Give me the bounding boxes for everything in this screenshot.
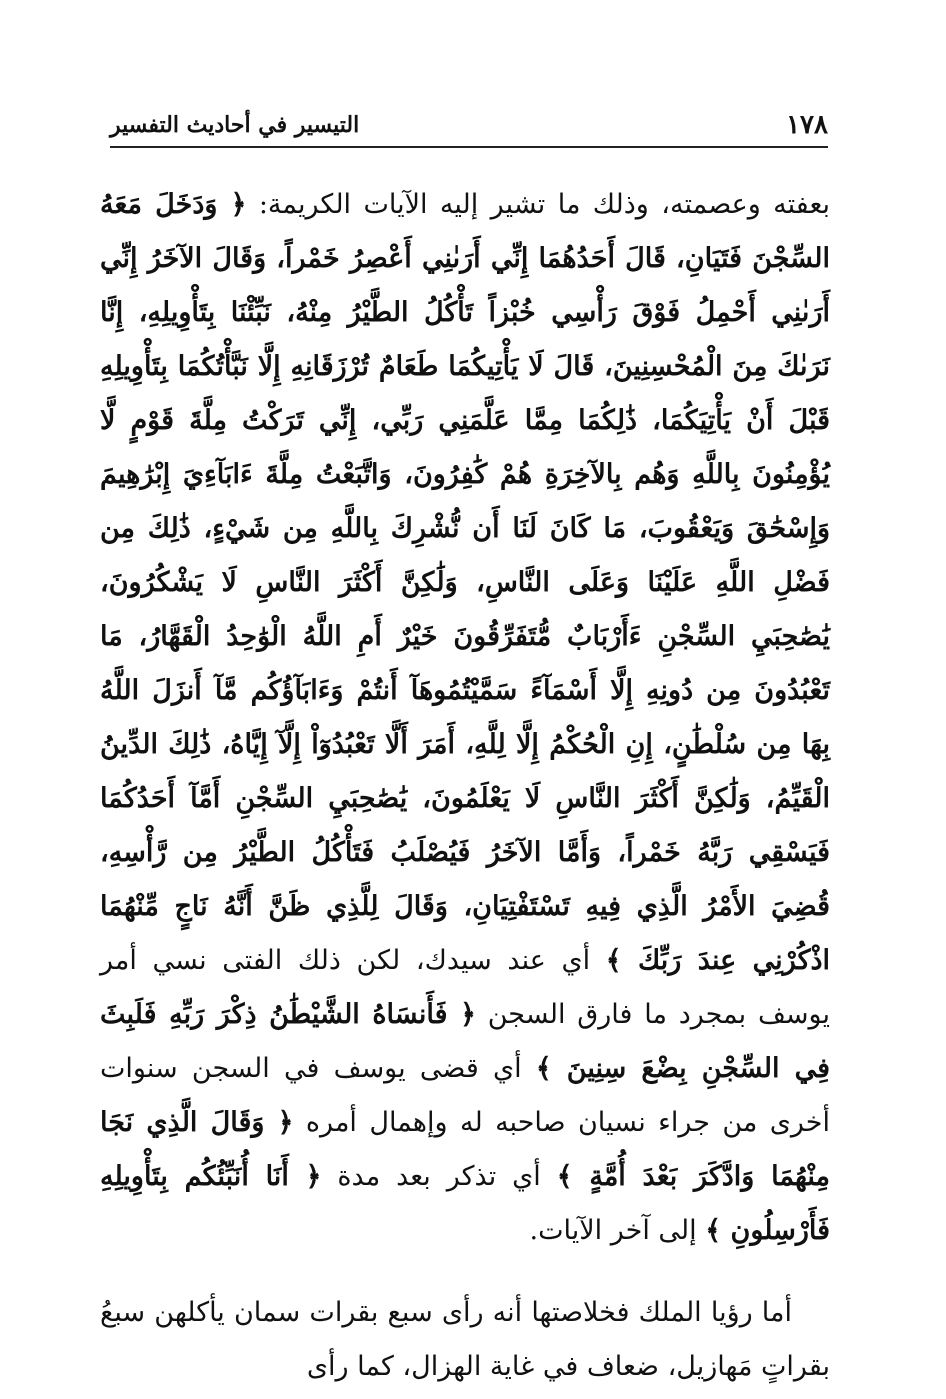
running-title: التيسير في أحاديث التفسير xyxy=(110,112,360,138)
body-text: إلى آخر الآيات. xyxy=(529,1215,697,1246)
quran-verse: ﴿ وَقَالَ الَّذِي نَجَا مِنْهُمَا وَادَّكَرَ بَعْدَ أُمَّةٍ ﴾ xyxy=(100,1107,830,1192)
paragraph xyxy=(100,1286,830,1394)
quran-verse: ﴿ فَأَنسَاهُ الشَّيْطَٰنُ ذِكْرَ رَبِّهِ فَلَبِثَ فِي السِّجْنِ بِضْعَ سِنِينَ ﴾ xyxy=(100,999,830,1084)
quran-verse: ﴿ وَدَخَلَ مَعَهُ السِّجْنَ فَتَيَانِ، قَالَ أَحَدُهُمَا إِنِّي أَرَىٰنِي أَعْصِرُ خَمْراً، وَقَالَ الآخَرُ إِنِّي أَرَىٰنِي أَحْمِلُ فَوْقَ رَأْسِي خُبْزاً تَأْكُلُ الطَّيْرُ مِنْهُ، نَبِّئْنَا بِتَأْوِيلِهِ، إِنَّا نَرَىٰكَ مِنَ الْمُحْسِنِينَ، قَالَ لَا يَأْتِيكُمَا طَعَامٌ تُرْزَقَانِهِ إِلَّا نَبَّأْتُكُمَا بِتَأْوِيلِهِ قَبْلَ أَنْ يَأْتِيَكُمَا، ذَٰلِكُمَا مِمَّا عَلَّمَنِي رَبِّي، إِنِّي تَرَكْتُ مِلَّةَ قَوْمٍ لَّا يُؤْمِنُونَ بِاللَّهِ وَهُم بِالآخِرَةِ هُمْ كَٰفِرُونَ، وَاتَّبَعْتُ مِلَّةَ ءَابَآءِيَ إِبْرَٰهِيمَ وَإِسْحَٰقَ وَيَعْقُوبَ، مَا كَانَ لَنَا أَن نُّشْرِكَ بِاللَّهِ مِن شَيْءٍ، ذَٰلِكَ مِن فَضْلِ اللَّهِ عَلَيْنَا وَعَلَى النَّاسِ، وَلَٰكِنَّ أَكْثَرَ النَّاسِ لَا يَشْكُرُونَ، يَٰصَٰحِبَيِ السِّجْنِ ءَأَرْبَابٌ مُّتَفَرِّقُونَ خَيْرٌ أَمِ اللَّهُ الْوَٰحِدُ الْقَهَّارُ، مَا تَعْبُدُونَ مِن دُونِهِ إِلَّا أَسْمَآءً سَمَّيْتُمُوهَآ أَنتُمْ وَءَابَآؤُكُم مَّآ أَنزَلَ اللَّهُ بِهَا مِن سُلْطَٰنٍ، إِنِ الْحُكْمُ إِلَّا لِلَّهِ، أَمَرَ أَلَّا تَعْبُدُوٓاْ إِلَّآ إِيَّاهُ، ذَٰلِكَ الدِّينُ الْقَيِّمُ، وَلَٰكِنَّ أَكْثَرَ النَّاسِ لَا يَعْلَمُونَ، يَٰصَٰحِبَيِ السِّجْنِ أَمَّآ أَحَدُكُمَا فَيَسْقِي رَبَّهُ خَمْراً، وَأَمَّا الآخَرُ فَيُصْلَبُ فَتَأْكُلُ الطَّيْرُ مِن رَّأْسِهِ، قُضِيَ الأَمْرُ الَّذِي فِيهِ تَسْتَفْتِيَانِ، وَقَالَ لِلَّذِي ظَنَّ أَنَّهُ نَاجٍ مِّنْهُمَا اذْكُرْنِي عِندَ رَبِّكَ ﴾ xyxy=(100,189,830,976)
page-body xyxy=(100,178,830,1394)
page-number: ١٧٨ xyxy=(786,110,828,140)
body-text: أي قضى يوسف في السجن سنوات أخرى من جراء نسيان صاحبه له وإهمال أمره xyxy=(100,1053,830,1138)
page-header xyxy=(110,108,828,148)
body-text: أي عند سيدك، لكن ذلك الفتى نسي أمر يوسف بمجرد ما فارق السجن xyxy=(100,945,830,1030)
paragraph xyxy=(100,178,830,1258)
body-text: بعفته وعصمته، وذلك ما تشير إليه الآيات الكريمة: xyxy=(246,189,830,220)
quran-verse: ﴿ أَنَا أُنَبِّئُكُم بِتَأْوِيلِهِ فَأَرْسِلُونِ ﴾ xyxy=(100,1161,830,1246)
body-text: أما رؤيا الملك فخلاصتها أنه رأى سبع بقرات سمان يأكلهن سبعُ بقراتٍ مَهازيل، ضعاف في غاية الهزال، كما رأى xyxy=(100,1297,830,1382)
body-text: أي تذكر بعد مدة xyxy=(321,1161,541,1192)
